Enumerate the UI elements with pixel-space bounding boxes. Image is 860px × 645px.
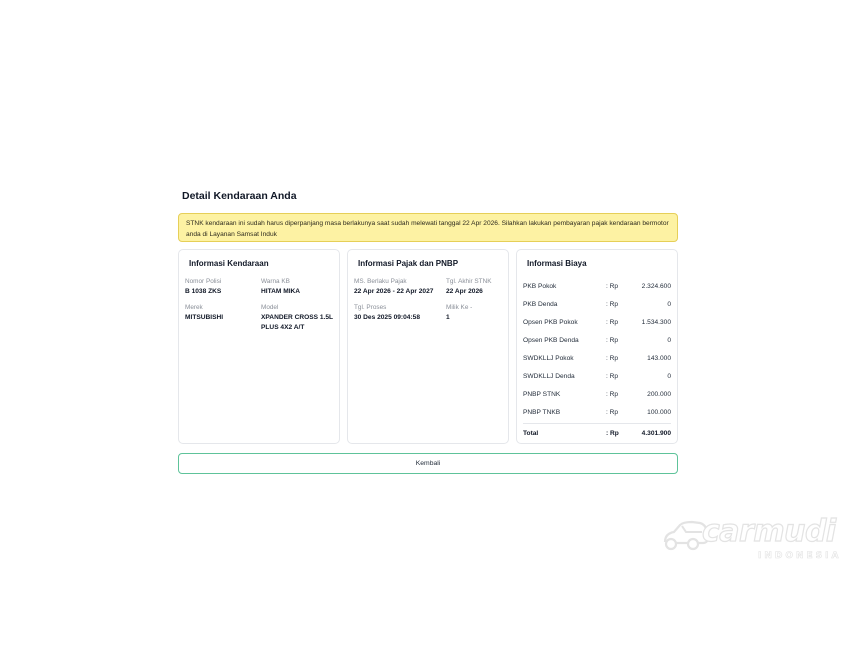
- info-cards: [178, 249, 678, 444]
- cost-name: SWDKLLJ Pokok: [523, 354, 574, 362]
- tax-info-title: Informasi Pajak dan PNBP: [358, 259, 459, 268]
- cost-info-title: Informasi Biaya: [527, 259, 587, 268]
- cost-name: PNBP TNKB: [523, 408, 561, 416]
- plate-number-value: B 1038 ZKS: [185, 288, 222, 295]
- cost-amount: 143.000: [647, 354, 671, 362]
- model-value: XPANDER CROSS 1.5L PLUS 4X2 A/T: [261, 314, 333, 331]
- cost-amount: 2.324.600: [641, 282, 671, 290]
- tax-period-field: [354, 277, 446, 297]
- cost-amount: 100.000: [647, 408, 671, 416]
- cost-row: [523, 331, 671, 349]
- process-date-label: Tgl. Proses: [354, 304, 387, 311]
- color-field: [261, 277, 343, 297]
- cost-currency: : Rp: [606, 354, 619, 362]
- stnk-expiry-field: [446, 277, 512, 297]
- color-value: HITAM MIKA: [261, 288, 301, 295]
- cost-currency: : Rp: [606, 282, 619, 290]
- cost-currency: : Rp: [606, 390, 619, 398]
- page-title: Detail Kendaraan Anda: [182, 190, 297, 202]
- total-currency: : Rp: [606, 429, 619, 437]
- cost-row: [523, 295, 671, 313]
- vehicle-detail-section: [178, 188, 678, 444]
- cost-row: [523, 367, 671, 385]
- stnk-expiry-value: 22 Apr 2026: [446, 288, 483, 295]
- cost-amount: 200.000: [647, 390, 671, 398]
- cost-currency: : Rp: [606, 318, 619, 326]
- plate-number-label: Nomor Polisi: [185, 278, 222, 285]
- cost-amount: 0: [667, 336, 671, 344]
- cost-name: PKB Pokok: [523, 282, 557, 290]
- cost-row: [523, 277, 671, 295]
- model-label: Model: [261, 304, 279, 311]
- total-label: Total: [523, 429, 539, 437]
- cost-row: [523, 349, 671, 367]
- model-field: [261, 303, 343, 333]
- cost-amount: 0: [667, 300, 671, 308]
- owner-seq-field: [446, 303, 512, 323]
- tax-period-value: 22 Apr 2026 - 22 Apr 2027: [354, 288, 434, 295]
- cost-row: [523, 385, 671, 403]
- process-date-value: 30 Des 2025 09:04:58: [354, 314, 420, 321]
- cost-row: [523, 403, 671, 421]
- vehicle-info-card: [178, 249, 340, 444]
- cost-list: [523, 277, 671, 442]
- vehicle-info-title: Informasi Kendaraan: [189, 259, 269, 268]
- cost-currency: : Rp: [606, 408, 619, 416]
- cost-amount: 1.534.300: [641, 318, 671, 326]
- cost-total-row: [523, 423, 671, 442]
- watermark-sub: INDONESIA: [758, 551, 842, 561]
- back-button[interactable]: Kembali: [178, 453, 678, 474]
- cost-name: PNBP STNK: [523, 390, 561, 398]
- vehicle-info-grid: [185, 277, 333, 333]
- tax-info-card: [347, 249, 509, 444]
- cost-name: PKB Denda: [523, 300, 558, 308]
- color-label: Warna KB: [261, 278, 290, 285]
- carmudi-watermark: [662, 512, 844, 564]
- cost-name: Opsen PKB Pokok: [523, 318, 578, 326]
- cost-name: Opsen PKB Denda: [523, 336, 579, 344]
- brand-value: MITSUBISHI: [185, 314, 224, 321]
- watermark-brand: carmudi: [702, 514, 836, 549]
- cost-info-card: [516, 249, 678, 444]
- owner-seq-label: Milik Ke -: [446, 304, 473, 311]
- tax-info-grid: [354, 277, 502, 323]
- cost-row: [523, 313, 671, 331]
- stnk-expiry-label: Tgl. Akhir STNK: [446, 278, 492, 285]
- cost-currency: : Rp: [606, 372, 619, 380]
- cost-currency: : Rp: [606, 336, 619, 344]
- cost-currency: : Rp: [606, 300, 619, 308]
- brand-field: [185, 303, 261, 333]
- total-amount: 4.301.900: [641, 429, 671, 437]
- expiry-alert: STNK kendaraan ini sudah harus diperpanjang masa berlakunya saat sudah melewati tanggal 22 Apr 2026. Silahkan lakukan pembayaran pajak kendaraan bermotor anda di Layanan Samsat Induk: [178, 213, 678, 242]
- process-date-field: [354, 303, 446, 323]
- cost-amount: 0: [667, 372, 671, 380]
- plate-number-field: [185, 277, 261, 297]
- owner-seq-value: 1: [446, 314, 450, 321]
- brand-label: Merek: [185, 304, 203, 311]
- tax-period-label: MS. Berlaku Pajak: [354, 278, 407, 285]
- cost-name: SWDKLLJ Denda: [523, 372, 575, 380]
